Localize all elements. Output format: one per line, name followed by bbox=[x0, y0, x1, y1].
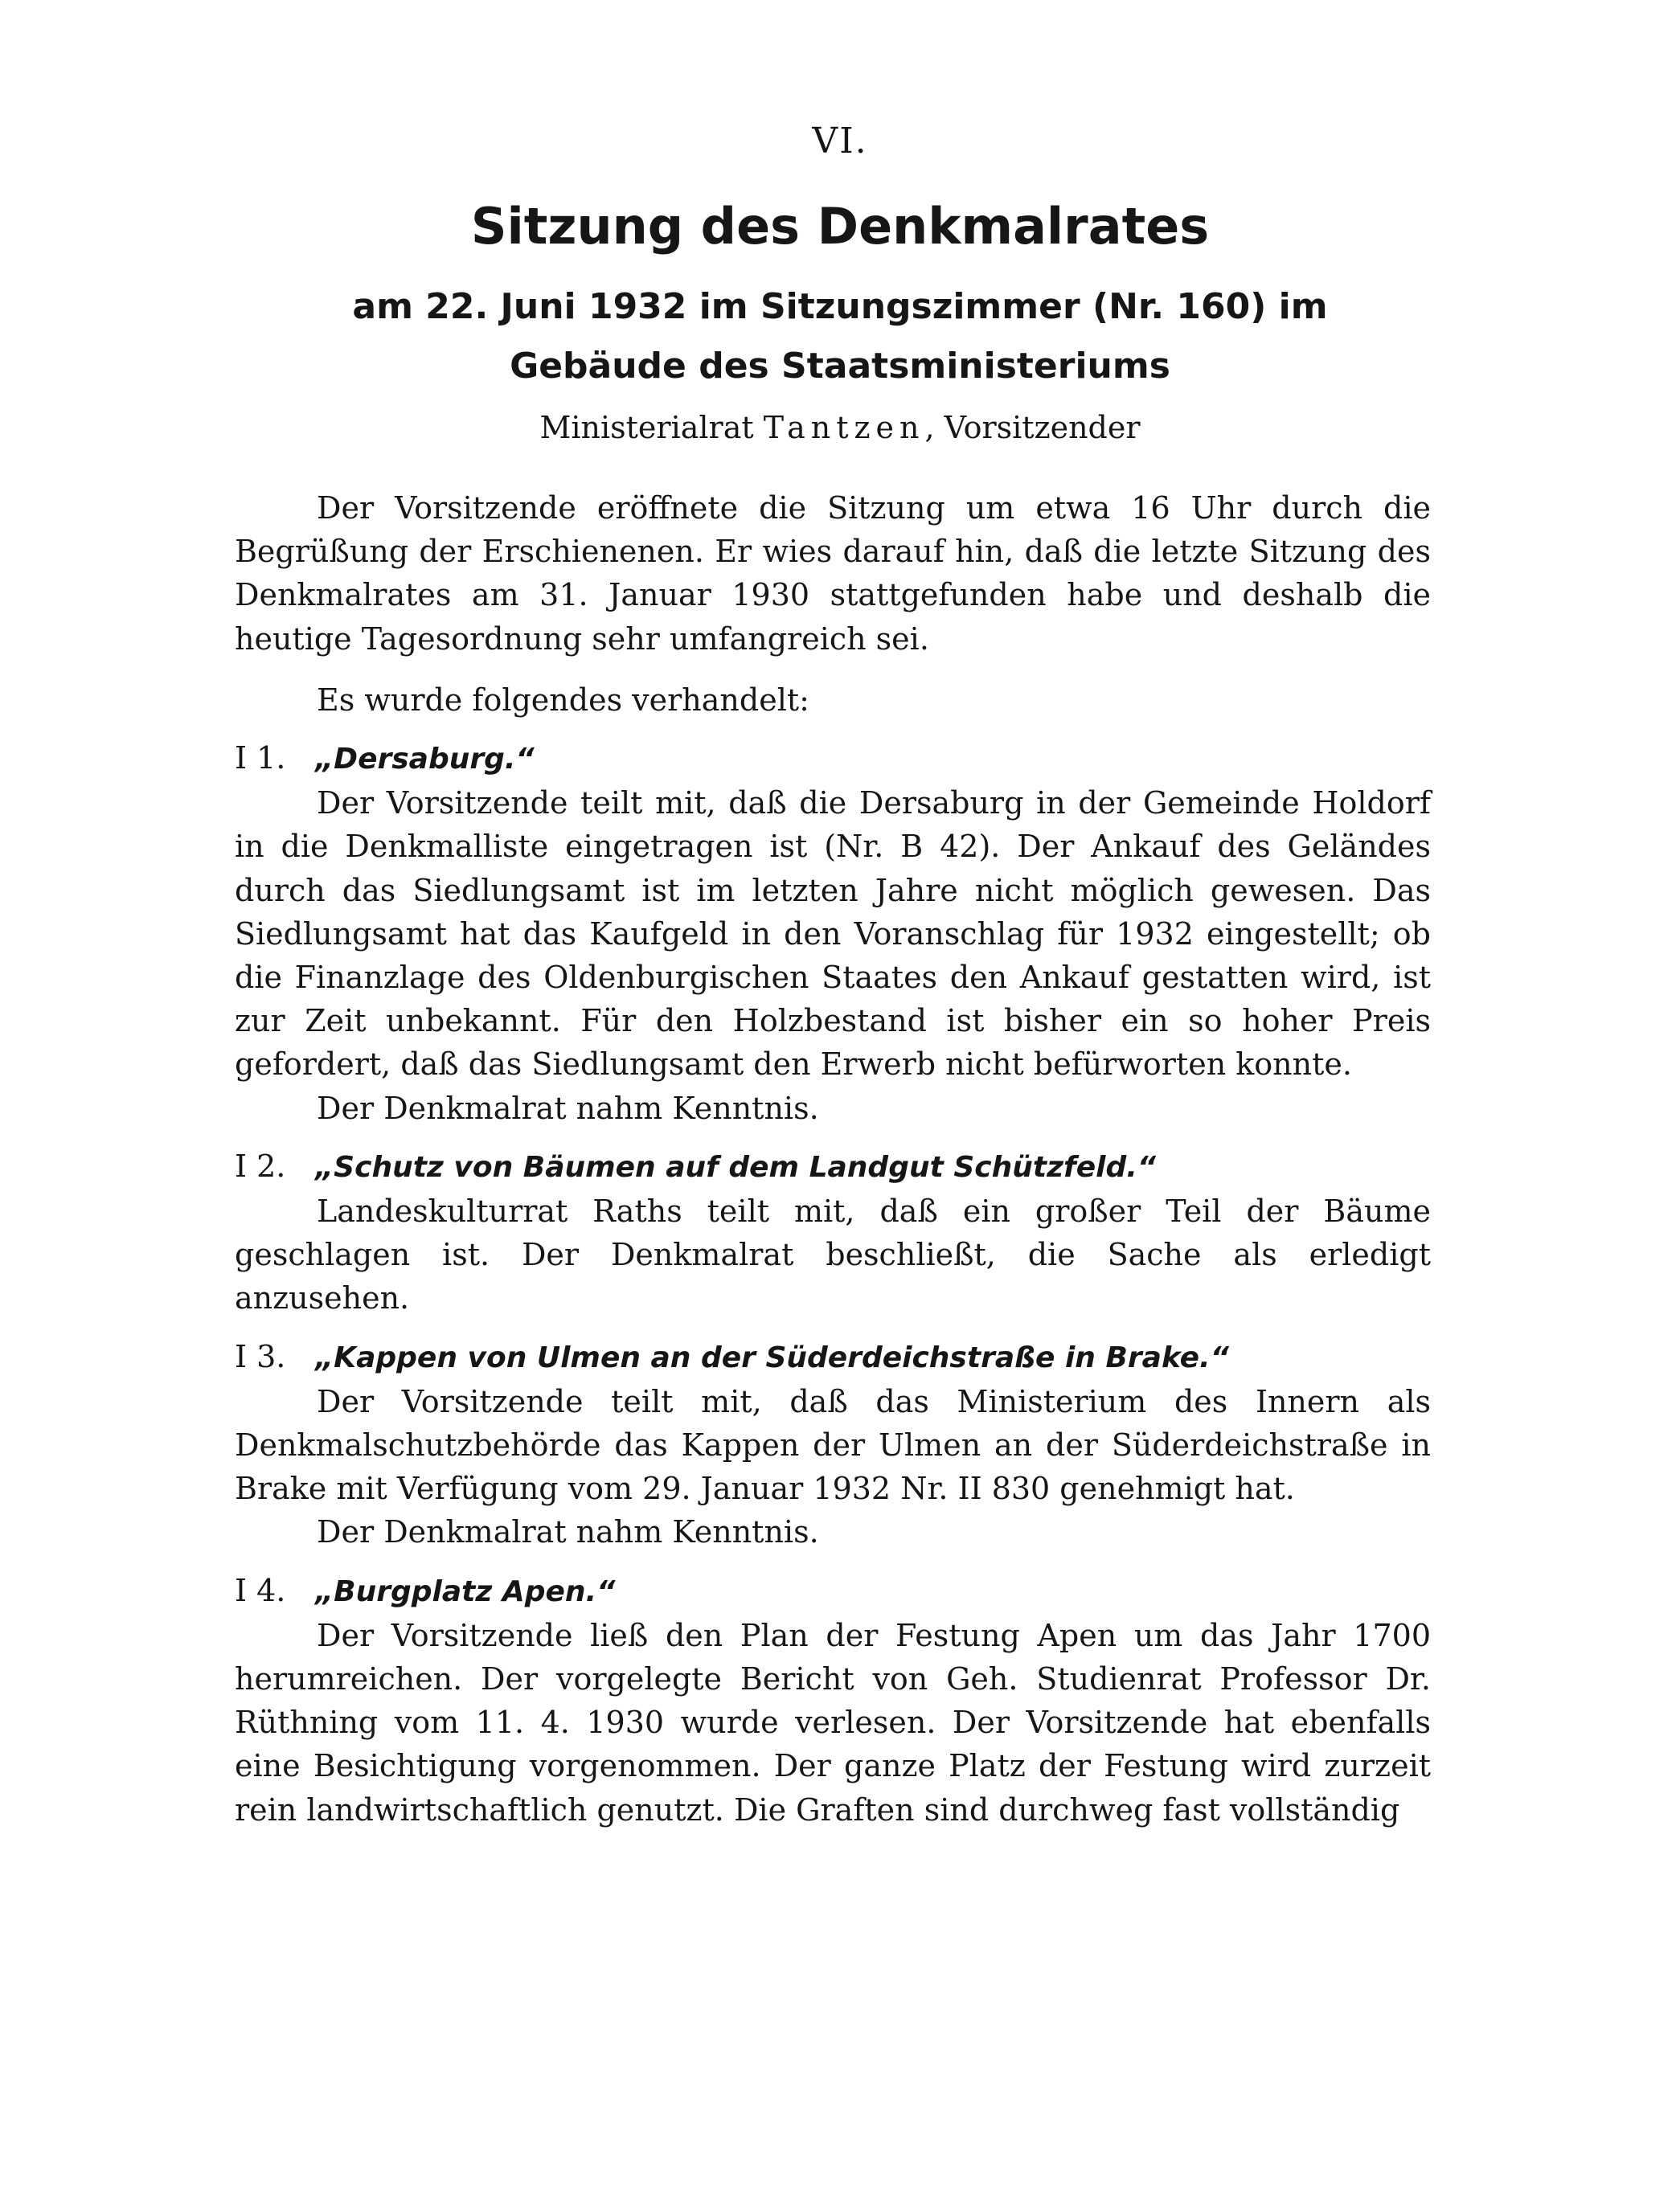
item-paragraph: Der Vorsitzende teilt mit, daß das Ministerium des Innern als Denkmalschutzbehörde das Kappen der Ulmen an der Süderdeichstraße in Brake mit Verfügung vom 29. Januar 1932 Nr. II 830 genehmigt hat. bbox=[235, 1383, 1431, 1507]
item-number: I 1. bbox=[235, 740, 286, 776]
intro-paragraph: Der Vorsitzende eröffnete die Sitzung um etwa 16 Uhr durch die Begrüßung der Erschienenen. Er wies darauf hin, daß die letzte Sitzung des Denkmalrates am 31. Januar 1930 stattgefunden habe und deshalb die heutige Tagesordnung sehr umfangreich sei. bbox=[235, 490, 1431, 657]
item-title: „Burgplatz Apen.“ bbox=[315, 1574, 616, 1608]
item-paragraph: Der Denkmalrat nahm Kenntnis. bbox=[317, 1090, 819, 1126]
document-body bbox=[235, 486, 1431, 1832]
item-title: „Dersaburg.“ bbox=[315, 743, 535, 776]
item-heading bbox=[235, 1569, 1431, 1614]
item-paragraph: Landeskulturrat Raths teilt mit, daß ein großer Teil der Bäume geschlagen ist. Der Denkmalrat beschließt, die Sache als erledigt anzusehen. bbox=[235, 1194, 1431, 1316]
item-heading bbox=[235, 1144, 1431, 1189]
item-paragraph: Der Vorsitzende ließ den Plan der Festung Apen um das Jahr 1700 herumreichen. Der vorgelegte Bericht von Geh. Studienrat Professor Dr. Rüthning vom 11. 4. 1930 wurde verlesen. Der Vorsitzende hat ebenfalls eine Besichtigung vorgenommen. Der ganze Platz der Festung wird zurzeit rein landwirtschaftlich genutzt. Die Graften sind durchweg fast vollständig bbox=[235, 1617, 1431, 1828]
page-subtitle: am 22. Juni 1932 im Sitzungszimmer (Nr. 160) im Gebäude des Staatsministeriums bbox=[352, 286, 1328, 387]
item-number: I 4. bbox=[235, 1572, 286, 1608]
item-paragraph: Der Denkmalrat nahm Kenntnis. bbox=[317, 1514, 819, 1550]
item-heading bbox=[235, 736, 1431, 781]
page-title: Sitzung des Denkmalrates bbox=[470, 197, 1210, 256]
item-paragraph: Der Vorsitzende teilt mit, daß die Dersaburg in der Gemeinde Holdorf in die Denkmalliste eingetragen ist (Nr. B 42). Der Ankauf des Geländes durch das Siedlungsamt ist im letzten Jahre nicht möglich gewesen. Das Siedlungsamt hat das Kaufgeld in den Voranschlag für 1932 eingestellt; ob die Finanzlage des Oldenburgischen Staates den Ankauf gestatten wird, ist zur Zeit unbekannt. Für den Holzbestand ist bisher ein so hoher Preis gefordert, daß das Siedlungsamt den Erwerb nicht befürworten konnte. bbox=[235, 785, 1431, 1083]
intro-paragraph: Es wurde folgendes verhandelt: bbox=[317, 682, 809, 718]
item-title: „Kappen von Ulmen an der Süderdeichstraße in Brake.“ bbox=[315, 1341, 1229, 1374]
chair-suffix: , Vorsitzender bbox=[924, 410, 1141, 445]
item-title: „Schutz von Bäumen auf dem Landgut Schützfeld.“ bbox=[315, 1150, 1157, 1184]
item-number: I 3. bbox=[235, 1338, 286, 1374]
chapter-number: VI. bbox=[812, 121, 868, 162]
chair-line bbox=[0, 410, 1680, 445]
item-heading bbox=[235, 1335, 1431, 1380]
chair-prefix: Ministerialrat bbox=[539, 410, 764, 445]
chair-name: Tantzen bbox=[763, 410, 925, 445]
item-number: I 2. bbox=[235, 1148, 286, 1184]
